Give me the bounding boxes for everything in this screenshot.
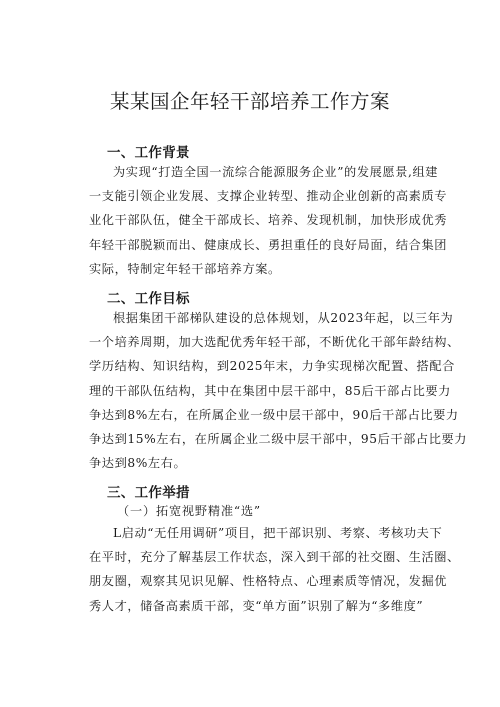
paragraph-line: 业化干部队伍，健全干部成长、培养、发现机制，加快形成优秀 <box>89 213 448 228</box>
paragraph-line: 争达到8%左右，在所属企业一级中层干部中，90后干部占比要力 <box>89 407 459 422</box>
paragraph-line: 朋友圈，观察其见识见解、性格特点、心理素质等情况，发掘优 <box>89 574 448 589</box>
paragraph-line: 学历结构、知识结构，到2025年末，力争实现梯次配置、搭配合 <box>89 359 455 374</box>
paragraph-line: 一支能引领企业发展、支撑企业转型、推动企业创新的高素质专 <box>89 189 448 204</box>
section-paragraph-measures <box>89 521 460 618</box>
paragraph-line: 理的干部队伍结构，其中在集团中层干部中，85后干部占比要力 <box>89 383 451 398</box>
paragraph-line: 根据集团干部梯队建设的总体规划，从2023年起，以三年为 <box>113 311 454 325</box>
section-heading-background: 一、工作背景 <box>107 145 190 161</box>
subsection-heading-select: （一）拓宽视野精准“选” <box>117 504 261 518</box>
section-paragraph-goals <box>89 306 468 475</box>
paragraph-line: 在平时，充分了解基层工作状态，深入到干部的社交圈、生活圈、 <box>89 550 460 565</box>
paragraph-line: 实际，特制定年轻干部培养方案。 <box>89 261 281 276</box>
paragraph-line: 为实现“打造全国一流综合能源服务企业”的发展愿景,组建 <box>113 165 439 179</box>
paragraph-line: 一个培养周期，加大选配优秀年轻干部，不断优化干部年龄结构、 <box>89 335 460 350</box>
paragraph-line: 争达到15%左右，在所属企业二级中层干部中，95后干部占比要力 <box>89 432 468 447</box>
section-heading-goals: 二、工作目标 <box>107 291 190 307</box>
section-paragraph-background <box>89 160 448 281</box>
section-heading-measures: 三、工作举措 <box>107 485 190 501</box>
paragraph-line: L启动“无任用调研”项目，把干部识别、考察、考核功夫下 <box>113 526 443 540</box>
document-title: 某某国企年轻干部培养工作方案 <box>109 90 390 113</box>
paragraph-line: 秀人才，储备高素质干部，变“单方面”识别了解为“多维度” <box>89 598 424 613</box>
paragraph-line: 年轻干部脱颖而出、健康成长、勇担重任的良好局面，结合集团 <box>89 237 448 252</box>
paragraph-line: 争达到8%左右。 <box>89 456 187 471</box>
